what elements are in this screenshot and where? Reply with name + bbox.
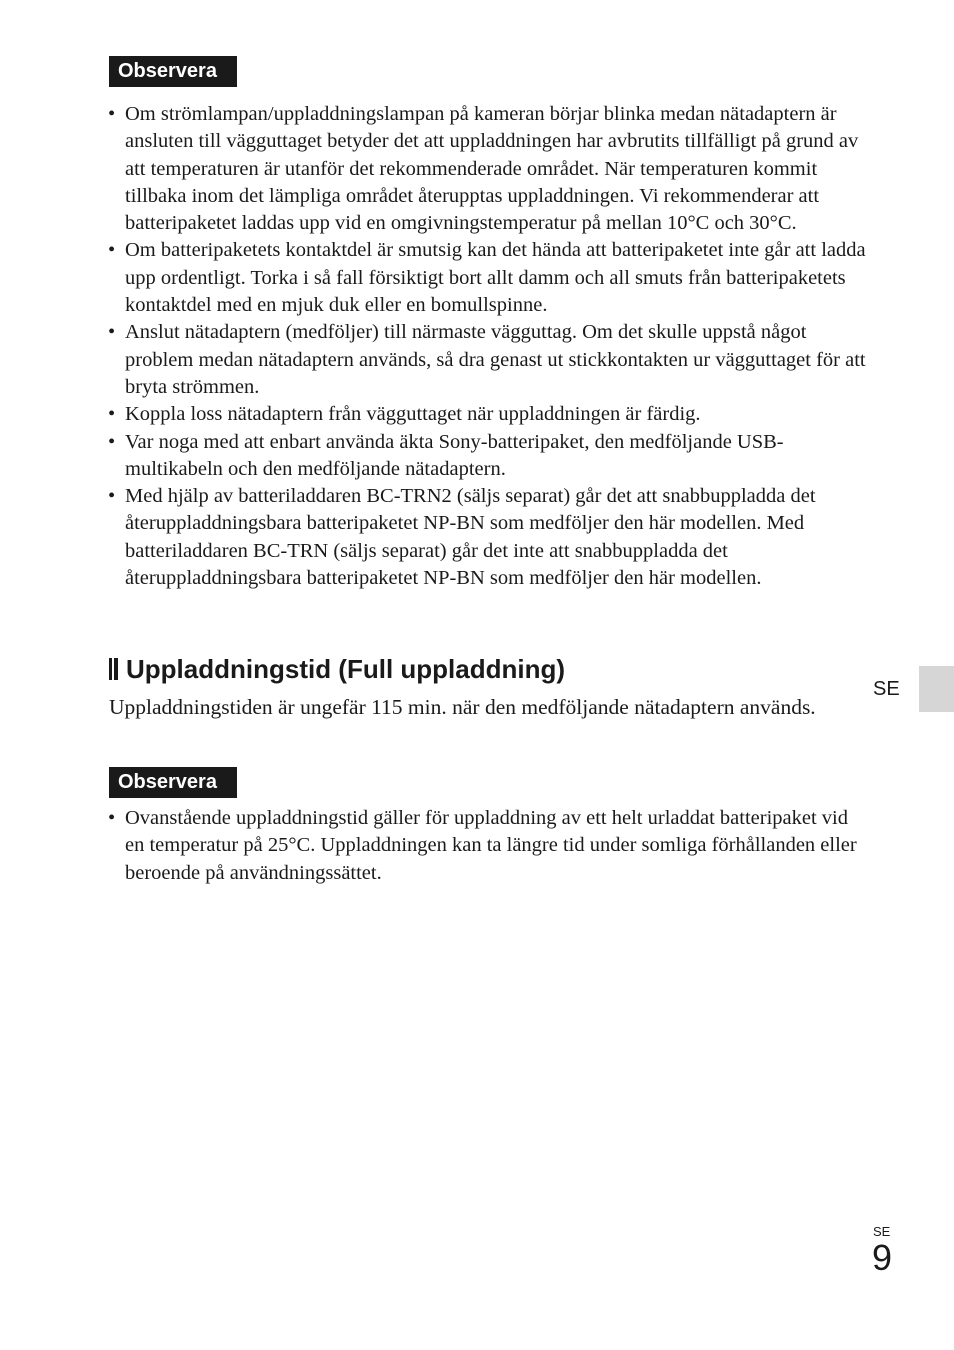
bullet-icon: • bbox=[108, 485, 116, 508]
bullet-icon: • bbox=[108, 103, 116, 125]
list-item: • Med hjälp av batteriladdaren BC-TRN2 (säljs separat) går det att snabbuppladda det återuppladdningsbara batteripaketet NP-BN som medföljer den här modellen. Med batteriladdaren BC-TRN (säljs separat) går det inte att snabbuppladda det återuppladdningsbara batteripaketet NP-BN som medföljer den här modellen. bbox=[108, 485, 816, 590]
observera-label: Observera bbox=[109, 767, 237, 798]
language-side-tab bbox=[919, 666, 954, 712]
list-item: • Koppla loss nätadaptern från vägguttaget när uppladdningen är färdig. bbox=[108, 401, 868, 428]
page-language-code: SE bbox=[873, 1224, 891, 1239]
bullet-icon: • bbox=[108, 239, 116, 262]
observera-label: Observera bbox=[109, 56, 237, 87]
notes-list-2 bbox=[108, 805, 868, 887]
language-side-label: SE bbox=[873, 678, 900, 700]
heading-marker-icon bbox=[109, 658, 118, 680]
bullet-icon: • bbox=[108, 403, 116, 426]
list-item: • Var noga med att enbart använda äkta Sony-batteripaket, den medföljande USB-multikabeln och den medföljande nätadaptern. bbox=[108, 430, 784, 480]
list-item: • Om batteripaketets kontaktdel är smutsig kan det hända att batteripaketet inte går att ladda upp ordentligt. Torka i så fall försiktigt bort allt damm och all smuts från batteripaketets kontaktdel med en mjuk duk eller en bomullspinne. bbox=[108, 239, 866, 317]
notes-list-1 bbox=[108, 101, 868, 592]
section-heading: Uppladdningstid (Full uppladdning) bbox=[109, 650, 565, 688]
bullet-icon: • bbox=[108, 807, 116, 829]
page-number: 9 bbox=[872, 1237, 893, 1278]
bullet-icon: • bbox=[108, 321, 116, 344]
bullet-icon: • bbox=[108, 430, 116, 453]
section-body-text: Uppladdningstiden är ungefär 115 min. när den medföljande nätadaptern används. bbox=[109, 695, 816, 719]
list-item: • Ovanstående uppladdningstid gäller för uppladdning av ett helt urladdat batteripaket vid en temperatur på 25°C. Uppladdningen kan ta längre tid under somliga förhållanden eller beroende på användningssättet. bbox=[108, 807, 857, 884]
list-item: • Anslut nätadaptern (medföljer) till närmaste vägguttag. Om det skulle uppstå något problem medan nätadaptern används, så dra genast ut stickkontakten ur vägguttaget för att bryta strömmen. bbox=[108, 321, 866, 398]
list-item: • Om strömlampan/uppladdningslampan på kameran börjar blinka medan nätadaptern är ansluten till vägguttaget betyder det att uppladdningen har avbrutits tillfälligt på grund av att temperaturen är utanför det rekommenderade området. När temperaturen kommit tillbaka inom det lämpliga området återupptas uppladdningen. Vi rekommenderar att batteripaketet laddas upp vid en omgivningstemperatur på mellan 10°C och 30°C. bbox=[108, 103, 859, 235]
